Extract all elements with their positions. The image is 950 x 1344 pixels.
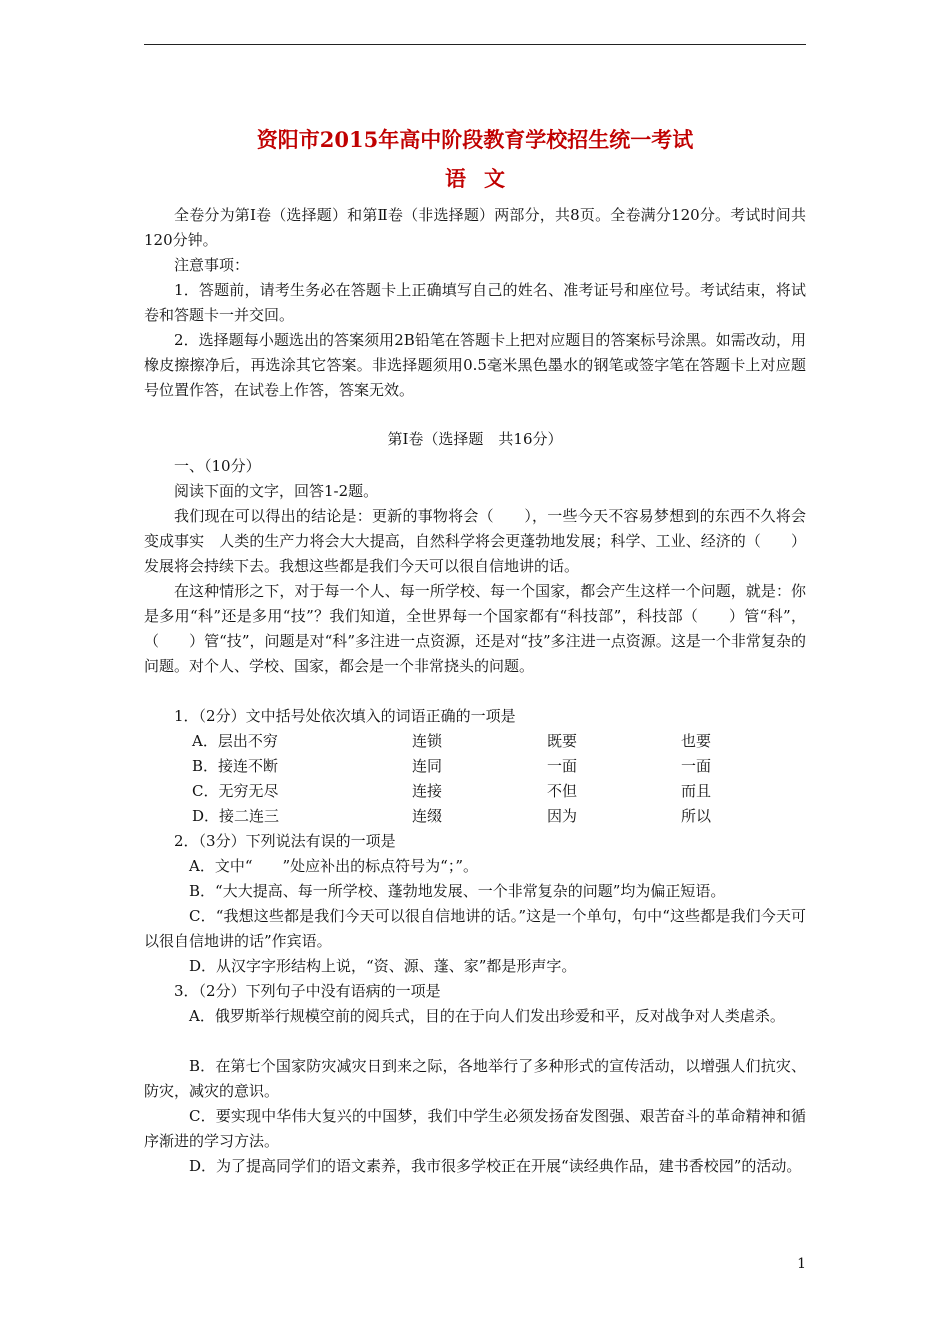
question-1-stem: 1．（2分）文中括号处依次填入的词语正确的一项是 bbox=[174, 707, 516, 725]
q1-option-a-word2: 连锁 bbox=[412, 732, 443, 750]
q2-option-b: B．“大大提高、每一所学校、蓬勃地发展、一个非常复杂的问题”均为偏正短语。 bbox=[189, 882, 726, 900]
notice-title: 注意事项： bbox=[174, 256, 250, 274]
notice-item-1: 1．答题前，请考生务必在答题卡上正确填写自己的姓名、准考证号和座位号。考试结束，将试卷和答题卡一并交回。 bbox=[144, 281, 806, 324]
q1-option-a-word1: A．层出不穷 bbox=[192, 732, 278, 750]
q1-option-b-word2: 连同 bbox=[412, 757, 443, 775]
reading-instruction: 阅读下面的文字，回答1-2题。 bbox=[174, 482, 379, 500]
q1-option-c-word3: 不但 bbox=[547, 782, 578, 800]
subject-title: 语文 bbox=[445, 166, 523, 191]
q1-option-b-word1: B．接连不断 bbox=[192, 757, 279, 775]
q3-option-c: C．要实现中华伟大复兴的中国梦，我们中学生必须发扬奋发图强、艰苦奋斗的革命精神和循序渐进的学习方法。 bbox=[144, 1107, 806, 1150]
q3-option-d: D．为了提高同学们的语文素养，我市很多学校正在开展“读经典作品，建书香校园”的活动。 bbox=[189, 1157, 802, 1175]
q2-option-a: A．文中“ ”处应补出的标点符号为“；”。 bbox=[189, 857, 479, 875]
exam-title: 资阳市2015年高中阶段教育学校招生统一考试 bbox=[256, 127, 694, 152]
q1-option-d-word4: 所以 bbox=[681, 807, 712, 825]
q1-option-c-word4: 而且 bbox=[681, 782, 712, 800]
passage-paragraph-1: 我们现在可以得出的结论是：更新的事物将会（ ），一些今天不容易梦想到的东西不久将会变成事实 人类的生产力将会大大提高，自然科学将会更蓬勃地发展；科学、工业、经济的（ ）发展将会持续下去。我想这些都是我们今天可以很自信地讲的话。 bbox=[144, 507, 806, 575]
q1-option-c-word1: C．无穷无尽 bbox=[192, 782, 279, 800]
part1-heading: 第Ⅰ卷（选择题 共16分） bbox=[387, 430, 563, 448]
q1-option-c-word2: 连接 bbox=[412, 782, 443, 800]
q1-option-d-word2: 连缀 bbox=[412, 807, 443, 825]
section-heading: 一、（10分） bbox=[174, 457, 261, 475]
q3-option-a: A．俄罗斯举行规模空前的阅兵式，目的在于向人们发出珍爱和平，反对战争对人类虐杀。 bbox=[189, 1007, 785, 1025]
question-3-stem: 3．（2分）下列句子中没有语病的一项是 bbox=[174, 982, 441, 1000]
q2-option-c: C．“我想这些都是我们今天可以很自信地讲的话。”这是一个单句，句中“这些都是我们今天可以很自信地讲的话”作宾语。 bbox=[144, 907, 806, 950]
q1-option-a-word3: 既要 bbox=[547, 732, 578, 750]
q1-option-d-word1: D．接二连三 bbox=[192, 807, 280, 825]
intro-paragraph: 全卷分为第Ⅰ卷（选择题）和第Ⅱ卷（非选择题）两部分，共8页。全卷满分120分。考试时间共120分钟。 bbox=[144, 206, 806, 249]
header-rule bbox=[144, 44, 806, 45]
page-number: 1 bbox=[797, 1256, 806, 1272]
question-2-stem: 2．（3分）下列说法有误的一项是 bbox=[174, 832, 396, 850]
q1-option-b-word4: 一面 bbox=[681, 757, 712, 775]
notice-item-2: 2．选择题每小题选出的答案须用2B铅笔在答题卡上把对应题目的答案标号涂黑。如需改动，用橡皮擦擦净后，再选涂其它答案。非选择题须用0.5毫米黑色墨水的钢笔或签字笔在答题卡上对应题号位置作答，在试卷上作答，答案无效。 bbox=[144, 331, 806, 399]
q1-option-b-word3: 一面 bbox=[547, 757, 578, 775]
passage-paragraph-2: 在这种情形之下，对于每一个人、每一所学校、每一个国家，都会产生这样一个问题，就是：你是多用“科”还是多用“技”？我们知道，全世界每一个国家都有“科技部”，科技部（ ）管“科”，（ ）管“技”，问题是对“科”多注进一点资源，还是对“技”多注进一点资源。这是一个非常复杂的问题。对个人、学校、国家，都会是一个非常挠头的问题。 bbox=[144, 582, 806, 675]
q1-option-a-word4: 也要 bbox=[681, 732, 712, 750]
q1-option-d-word3: 因为 bbox=[547, 807, 578, 825]
q2-option-d: D．从汉字字形结构上说，“资、源、蓬、家”都是形声字。 bbox=[189, 957, 577, 975]
q3-option-b: B．在第七个国家防灾减灾日到来之际，各地举行了多种形式的宣传活动，以增强人们抗灾、防灾，减灾的意识。 bbox=[144, 1057, 806, 1100]
